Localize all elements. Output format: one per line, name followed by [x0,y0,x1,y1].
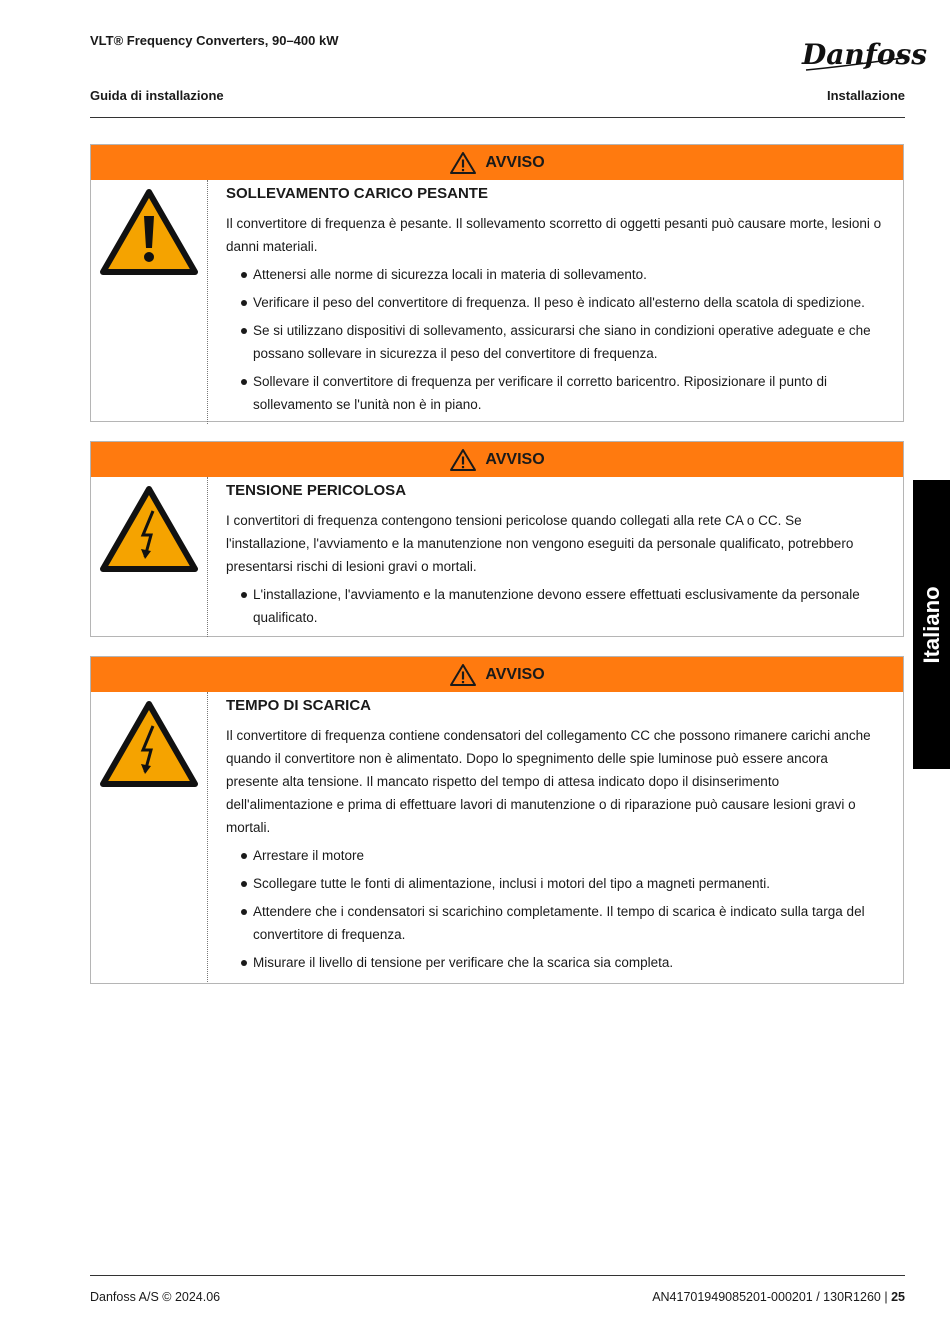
header-doc-type: Guida di installazione [90,88,224,103]
small-warning-icon [449,151,477,175]
warning-title: SOLLEVAMENTO CARICO PESANTE [226,185,488,202]
danfoss-logo [798,36,928,81]
warning-box-discharge [90,656,904,984]
small-warning-icon [449,448,477,472]
list-item: Misurare il livello di tensione per verificare che la scarica sia completa. [226,951,883,974]
warning-heading: AVVISO [485,665,545,683]
warning-box-lifting [90,144,904,422]
footer-copyright: Danfoss A/S © 2024.06 [90,1290,221,1304]
list-item: L'installazione, l'avviamento e la manutenzione devono essere effettuati esclusivamente da personale qualificato. [226,583,883,629]
warning-heading: AVVISO [485,153,545,171]
page-number: 25 [891,1290,905,1304]
list-item: Arrestare il motore [226,844,883,867]
warning-header [91,145,903,180]
warning-title: TEMPO DI SCARICA [226,697,372,714]
small-warning-icon [449,663,477,687]
warning-text: Il convertitore di frequenza è pesante. Il sollevamento scorretto di oggetti pesanti può causare morte, lesioni o danni materiali. [226,216,882,254]
warning-text: Il convertitore di frequenza contiene condensatori del collegamento CC che possono rimanere carichi anche quando il convertitore non è alimentato. Dopo lo spegnimento delle spie luminose può essere ancora presente alta tensione. Il mancato rispetto del tempo di attesa indicato dopo il disinserimento dell'alimentazione e prima di effettuare lavori di manutenzione o di riparazione può causare lesioni gravi o mortali. [226,728,871,835]
warning-header [91,442,903,477]
warning-header [91,657,903,692]
list-item: Sollevare il convertitore di frequenza per verificare il corretto baricentro. Riposizionare il punto di sollevamento se l'unità non è in piano. [226,370,883,416]
list-item: Attendere che i condensatori si scarichino completamente. Il tempo di scarica è indicato sulla targa del convertitore di frequenza. [226,900,883,946]
warning-box-voltage [90,441,904,637]
electric-hazard-icon [91,477,208,637]
header-section: Installazione [826,88,905,103]
list-item: Verificare il peso del convertitore di frequenza. Il peso è indicato all'esterno della scatola di spedizione. [226,291,883,314]
language-tab-label: Italiano [918,585,944,664]
footer-doc-ref [652,1290,905,1304]
list-item: Se si utilizzano dispositivi di sollevamento, assicurarsi che siano in condizioni operative adeguate e che possano sollevare in sicurezza il peso del convertitore di frequenza. [226,319,883,365]
language-tab [913,480,950,769]
footer-divider [90,1275,905,1276]
footer-doc-number: AN41701949085201-000201 / 130R1260 [652,1290,881,1304]
electric-hazard-icon [91,692,208,982]
list-item: Attenersi alle norme di sicurezza locali in materia di sollevamento. [226,263,883,286]
header-divider [90,117,905,118]
logo-text: Danfoss [802,38,928,71]
list-item: Scollegare tutte le fonti di alimentazione, inclusi i motori del tipo a magneti permanenti. [226,872,883,895]
header-product: VLT® Frequency Converters, 90–400 kW [90,33,339,48]
warning-title: TENSIONE PERICOLOSA [226,482,407,499]
footer-separator: | [884,1290,888,1304]
warning-heading: AVVISO [485,450,545,468]
warning-text: I convertitori di frequenza contengono tensioni pericolose quando collegati alla rete CA o CC. Se l'installazione, l'avviamento e la manutenzione non vengono eseguiti da personale qualificato, potrebbero presentarsi rischi di lesioni gravi o mortali. [226,513,854,574]
exclamation-triangle-icon [91,180,208,424]
